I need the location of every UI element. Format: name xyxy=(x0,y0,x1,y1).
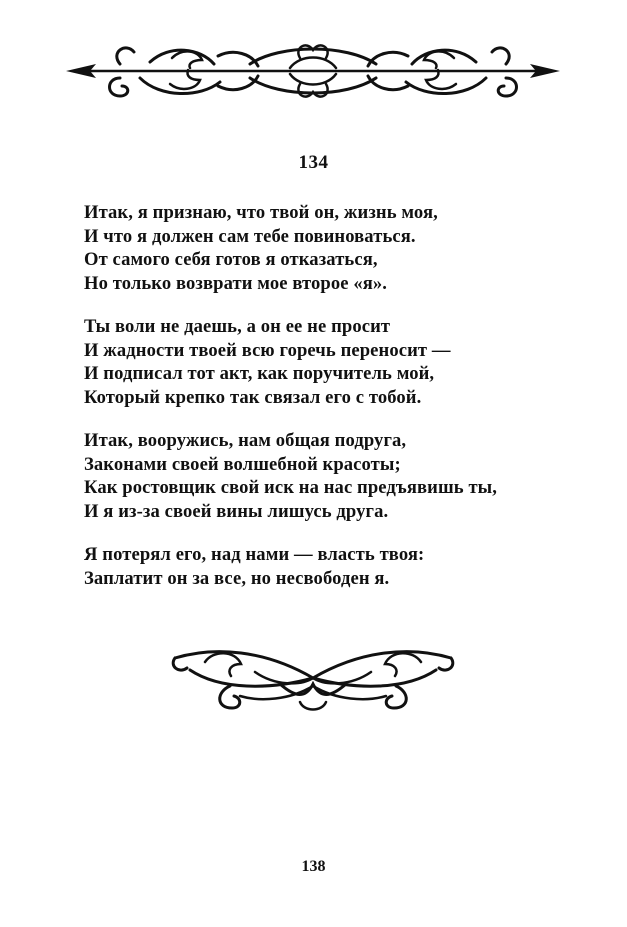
poem-line: Я потерял его, над нами — власть твоя: xyxy=(84,544,425,565)
stanza-4 xyxy=(84,543,584,590)
poem-line: Но только возврати мое второе «я». xyxy=(84,272,388,294)
poem-line: Законами своей волшебной красоты; xyxy=(84,453,401,475)
stanza-2 xyxy=(84,315,584,409)
poem-line: Который крепко так связал его с тобой. xyxy=(84,386,422,408)
sonnet-number: 134 xyxy=(298,152,329,173)
stanza-1 xyxy=(84,201,584,295)
top-ornament-icon xyxy=(0,38,627,108)
page-number: 138 xyxy=(301,858,326,875)
poem-line: И что я должен сам тебе повиноваться. xyxy=(84,225,416,247)
poem-line: Заплатит он за все, но несвободен я. xyxy=(84,567,390,589)
poem-line: От самого себя готов я отказаться, xyxy=(84,249,378,270)
poem-line: Ты воли не даешь, а он ее не просит xyxy=(84,316,391,337)
poem-line: И подписал тот акт, как поручитель мой, xyxy=(84,363,435,384)
poem-line: Как ростовщик свой иск на нас предъявишь ты, xyxy=(84,477,498,498)
bottom-ornament-icon xyxy=(0,640,627,720)
poem-line: И жадности твоей всю горечь переносит — xyxy=(84,339,451,361)
poem-line: Итак, я признаю, что твой он, жизнь моя, xyxy=(84,202,438,223)
stanza-3 xyxy=(84,429,584,523)
poem-line: Итак, вооружись, нам общая подруга, xyxy=(84,430,407,451)
poem-text xyxy=(84,201,584,610)
poem-line: И я из-за своей вины лишусь друга. xyxy=(84,500,389,522)
